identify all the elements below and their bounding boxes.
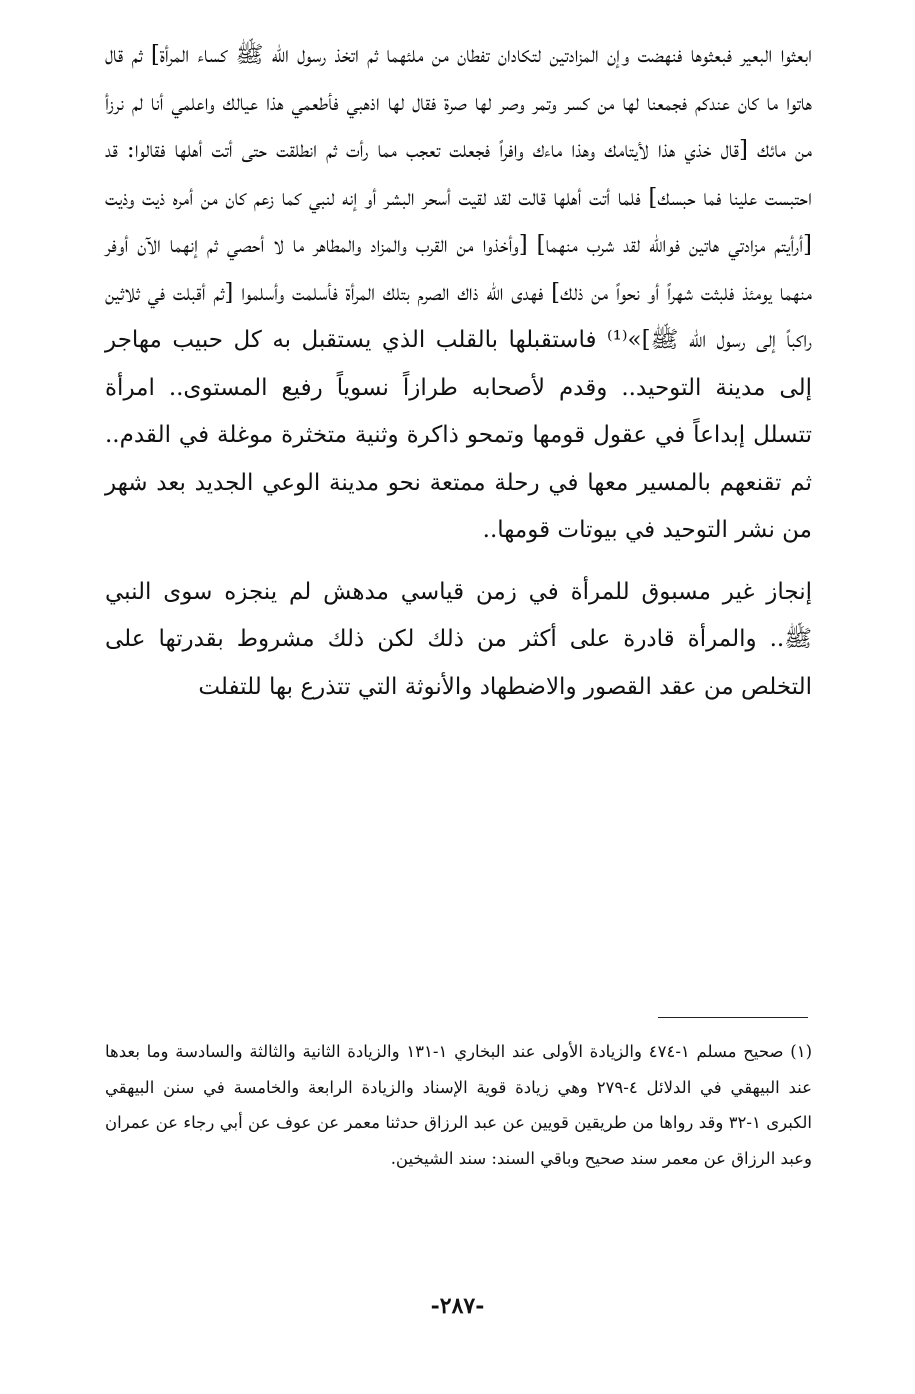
footnote-separator	[658, 1017, 808, 1018]
paragraph-hadith-narrative: ابعثوا البعير فبعثوها فنهضت وإن المزادتين لتكادان تفطان من ملئهما ثم اتخذ رسول الله ﷺ كساء المرأة] ثم قال هاتوا ما كان عندكم فجمعنا لها من كسر وتمر وصر لها صرة فقال لها اذهبي فأطعمي هذا عيالك واعلمي أنا لم نرزأ من مائك [قال خذي هذا لأيتامك وهذا ماءك وافراً فجعلت تعجب مما رأت ثم انطلقت حتى أتت أهلها فقالوا: قد احتبست علينا فما حبسك] فلما أتت أهلها قالت لقد لقيت أسحر البشر أو إنه لنبي كما زعم كان من أمره ذيت وذيت [أرأيتم مزادتي هاتين فوالله لقد شرب منهما] [وأخذوا من القرب والمزاد والمطاهر ما لا أحصي ثم إنهما الآن أوفر منهما يومئذ فلبثت شهراً أو نحواً من ذلك] فهدى الله ذاك الصرم بتلك المرأة فأسلمت وأسلموا [ثم أقبلت في ثلاثين راكباً إلى رسول الله ﷺ]»⁽¹⁾ فاستقبلها بالقلب الذي يستقبل به كل حبيب مهاجر إلى مدينة التوحيد.. وقدم لأصحابه طرازاً نسوياً رفيع المستوى.. امرأة تتسلل إبداعاً في عقول قومها وتمحو ذاكرة وثنية متخثرة موغلة في القدم.. ثم تقنعهم بالمسير معها في رحلة ممتعة نحو مدينة الوعي الجديد بعد شهر من نشر التوحيد في بيوتات قومها..	[105, 42, 812, 543]
paragraph-commentary: إنجاز غير مسبوق للمرأة في زمن قياسي مدهش لم ينجزه سوى النبي ﷺ.. والمرأة قادرة على أكثر من ذلك لكن ذلك مشروط بقدرتها على التخلص من عقد القصور والاضطهاد والأنوثة التي تتذرع بها للتفلت	[105, 578, 812, 700]
body-text	[105, 32, 812, 711]
page-number: -٢٨٧-	[430, 1293, 485, 1319]
footnote-1: (١) صحيح مسلم ١-٤٧٤ والزيادة الأولى عند البخاري ١-١٣١ والزيادة الثانية والثالثة والسادسة وما بعدها عند البيهقي في الدلائل ٤-٢٧٩ وهي زيادة قوية الإسناد والزيادة الرابعة والخامسة في سنن البيهقي الكبرى ١-٣٢ وقد رواها من طريقين قويين عن عبد الرزاق حدثنا معمر عن عوف عن أبي رجاء عن عمران وعبد الرزاق عن معمر سند صحيح وباقي السند: سند الشيخين.	[105, 1042, 813, 1168]
footnotes	[105, 1034, 812, 1176]
